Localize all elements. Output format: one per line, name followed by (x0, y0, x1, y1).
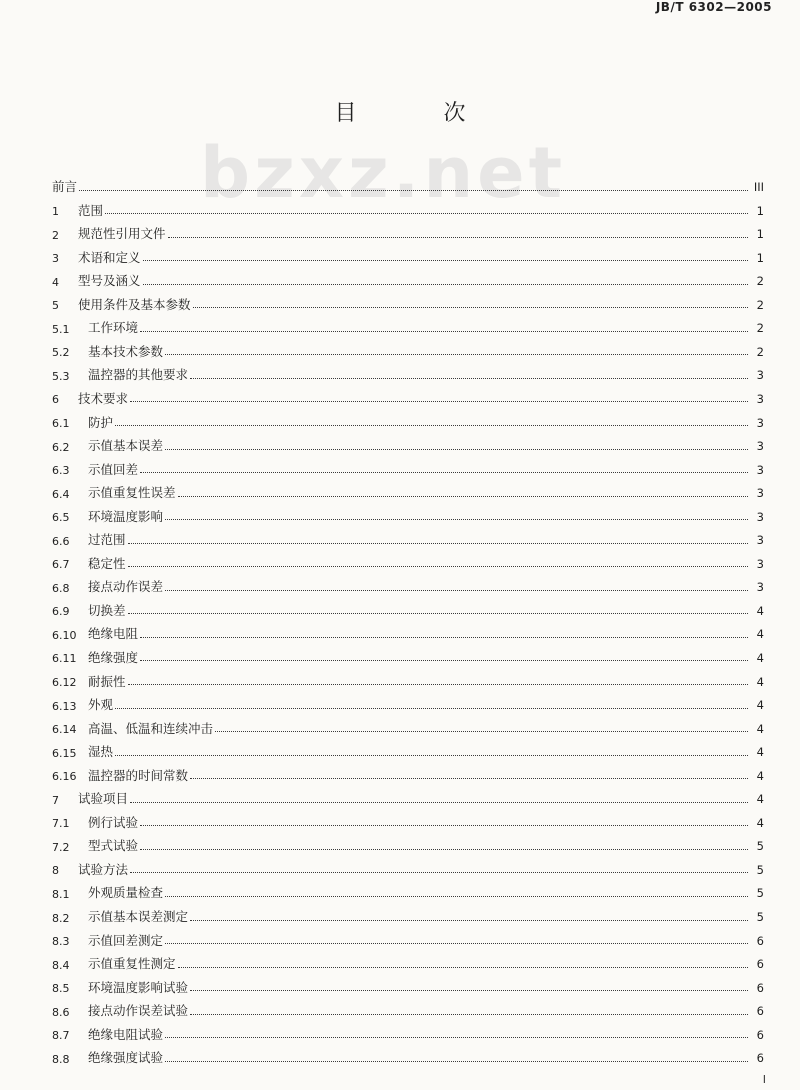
toc-entry-label: 绝缘强度试验 (88, 1050, 164, 1066)
toc-dot-leader (140, 472, 748, 473)
toc-entry[interactable] (52, 594, 764, 618)
toc-entry[interactable] (52, 170, 764, 194)
toc-entry-label: 例行试验 (88, 814, 139, 830)
toc-entry-number: 6.12 (52, 676, 77, 690)
toc-entry-label: 接点动作误差 (88, 579, 164, 595)
toc-entry-number: 6.9 (52, 605, 70, 619)
toc-entry-number: 8.4 (52, 958, 70, 972)
toc-entry-page: 6 (756, 1004, 764, 1019)
toc-entry[interactable] (52, 947, 764, 971)
toc-entry-number: 3 (52, 252, 59, 266)
toc-entry-page: 5 (756, 839, 764, 854)
toc-entry-page: 1 (756, 203, 764, 218)
toc-entry-page: III (753, 180, 764, 195)
toc-entry-label: 湿热 (88, 744, 114, 760)
toc-entry-label: 接点动作误差试验 (88, 1003, 189, 1019)
toc-dot-leader (128, 684, 748, 685)
toc-dot-leader (215, 731, 748, 732)
toc-entry-page: 4 (756, 721, 764, 736)
toc-dot-leader (128, 543, 748, 544)
toc-entry-page: 4 (756, 650, 764, 665)
toc-dot-leader (140, 849, 748, 850)
toc-entry[interactable] (52, 782, 764, 806)
toc-entry-page: 4 (756, 698, 764, 713)
toc-entry-label: 高温、低温和连续冲击 (88, 720, 214, 736)
toc-entry-page: 1 (756, 227, 764, 242)
toc-entry[interactable] (52, 641, 764, 665)
toc-entry-label: 使用条件及基本参数 (78, 296, 191, 312)
toc-entry-number: 6.2 (52, 440, 70, 454)
toc-entry-number: 7.2 (52, 840, 70, 854)
toc-entry-number: 5 (52, 299, 59, 313)
toc-entry-label: 型号及涵义 (78, 273, 141, 289)
toc-entry-label: 示值回差 (88, 461, 139, 477)
toc-entry[interactable] (52, 994, 764, 1018)
toc-entry-number: 5.3 (52, 369, 70, 383)
toc-entry-number: 6.10 (52, 628, 77, 642)
toc-entry[interactable] (52, 405, 764, 429)
toc-entry-number: 6.5 (52, 511, 70, 525)
toc-dot-leader (140, 637, 748, 638)
toc-entry[interactable] (52, 547, 764, 571)
toc-dot-leader (143, 260, 748, 261)
toc-entry-label: 环境温度影响试验 (88, 979, 189, 995)
toc-entry-number: 8.1 (52, 887, 70, 901)
toc-dot-leader (140, 825, 748, 826)
toc-entry-number: 8.5 (52, 982, 70, 996)
toc-entry-page: 1 (756, 250, 764, 265)
toc-entry[interactable] (52, 194, 764, 218)
toc-entry-label: 规范性引用文件 (78, 226, 166, 242)
toc-dot-leader (165, 896, 748, 897)
toc-entry-label: 温控器的其他要求 (88, 367, 189, 383)
toc-entry-label: 温控器的时间常数 (88, 767, 189, 783)
toc-entry[interactable] (52, 264, 764, 288)
toc-entry-page: 3 (756, 533, 764, 548)
toc-entry[interactable] (52, 429, 764, 453)
toc-entry-label: 示值回差测定 (88, 932, 164, 948)
toc-dot-leader (178, 496, 748, 497)
toc-entry-number: 7.1 (52, 817, 70, 831)
toc-dot-leader (115, 425, 748, 426)
toc-entry[interactable] (52, 712, 764, 736)
toc-entry-page: 2 (756, 297, 764, 312)
standard-code: JB/T 6302—2005 (655, 0, 772, 14)
toc-dot-leader (168, 237, 748, 238)
page-number: I (762, 1073, 766, 1086)
toc-dot-leader (165, 1037, 748, 1038)
toc-entry[interactable] (52, 523, 764, 547)
toc-dot-leader (140, 331, 748, 332)
toc-dot-leader (190, 778, 748, 779)
toc-entry-page: 3 (756, 368, 764, 383)
toc-entry-label: 绝缘电阻试验 (88, 1026, 164, 1042)
toc-entry-number: 6.14 (52, 723, 77, 737)
toc-entry[interactable] (52, 1018, 764, 1042)
toc-entry[interactable] (52, 358, 764, 382)
toc-dot-leader (165, 1061, 748, 1062)
toc-entry-page: 6 (756, 1051, 764, 1066)
toc-entry-page: 3 (756, 439, 764, 454)
toc-entry-page: 3 (756, 486, 764, 501)
toc-entry-label: 术语和定义 (78, 249, 141, 265)
toc-entry[interactable] (52, 217, 764, 241)
toc-entry[interactable] (52, 664, 764, 688)
toc-entry-page: 3 (756, 391, 764, 406)
toc-entry-number: 6.13 (52, 699, 77, 713)
toc-entry-number: 8.6 (52, 1005, 70, 1019)
toc-entry-page: 3 (756, 509, 764, 524)
toc-entry-label: 防护 (88, 414, 114, 430)
toc-entry-label: 工作环境 (88, 320, 139, 336)
toc-entry-number: 2 (52, 228, 59, 242)
toc-entry-label: 外观质量检查 (88, 885, 164, 901)
toc-dot-leader (105, 213, 748, 214)
toc-entry-page: 6 (756, 980, 764, 995)
toc-entry-number: 1 (52, 205, 59, 219)
toc-entry-label: 切换差 (88, 602, 126, 618)
toc-dot-leader (143, 284, 748, 285)
toc-dot-leader (128, 566, 748, 567)
toc-entry-label: 示值基本误差 (88, 438, 164, 454)
toc-dot-leader (190, 1014, 748, 1015)
toc-entry-number: 4 (52, 275, 59, 289)
toc-entry-label: 绝缘强度 (88, 649, 139, 665)
toc-entry-label: 示值重复性误差 (88, 485, 176, 501)
toc-entry-page: 4 (756, 603, 764, 618)
toc-dot-leader (130, 802, 748, 803)
toc-dot-leader (193, 307, 748, 308)
toc-entry-number: 6 (52, 393, 59, 407)
toc-entry-number: 6.1 (52, 417, 70, 431)
toc-entry[interactable] (52, 971, 764, 995)
toc-entry-page: 3 (756, 462, 764, 477)
toc-entry-label: 耐振性 (88, 673, 126, 689)
toc-dot-leader (165, 590, 748, 591)
toc-entry-page: 4 (756, 674, 764, 689)
toc-entry-label: 外观 (88, 697, 114, 713)
toc-entry[interactable] (52, 335, 764, 359)
toc-entry[interactable] (52, 759, 764, 783)
toc-entry[interactable] (52, 806, 764, 830)
toc-entry[interactable] (52, 453, 764, 477)
toc-entry[interactable] (52, 853, 764, 877)
toc-entry[interactable] (52, 476, 764, 500)
toc-dot-leader (128, 613, 748, 614)
toc-entry-label: 范围 (78, 202, 104, 218)
toc-entry[interactable] (52, 241, 764, 265)
toc-dot-leader (130, 872, 748, 873)
toc-entry-page: 2 (756, 274, 764, 289)
toc-entry-label: 示值基本误差测定 (88, 909, 189, 924)
toc-entry-page: 5 (756, 910, 764, 924)
toc-entry-label: 过范围 (88, 532, 126, 548)
toc-entry[interactable] (52, 1041, 764, 1065)
toc-entry[interactable] (52, 924, 764, 948)
toc-entry[interactable] (52, 288, 764, 312)
toc-entry-number: 6.8 (52, 581, 70, 595)
toc-entry-number: 8 (52, 864, 59, 878)
toc-entry-page: 4 (756, 627, 764, 642)
toc-dot-leader (115, 708, 748, 709)
toc-entry-number: 8.8 (52, 1052, 70, 1066)
toc-entry[interactable] (52, 617, 764, 641)
toc-entry-number: 7 (52, 793, 59, 807)
toc-entry-number: 6.6 (52, 534, 70, 548)
toc-dot-leader (115, 755, 748, 756)
toc-entry[interactable] (52, 876, 764, 900)
toc-dot-leader (165, 449, 748, 450)
toc-entry-page: 4 (756, 745, 764, 760)
toc-entry-page: 6 (756, 1027, 764, 1042)
toc-entry-page: 2 (756, 321, 764, 336)
toc-entry-number: 6.7 (52, 558, 70, 572)
toc-entry-page: 4 (756, 815, 764, 830)
toc-entry-label: 型式试验 (88, 838, 139, 854)
toc-entry-number: 6.4 (52, 487, 70, 501)
toc-entry-page: 3 (756, 415, 764, 430)
toc-entry-page: 2 (756, 344, 764, 359)
toc-dot-leader (190, 990, 748, 991)
toc-dot-leader (190, 920, 748, 921)
toc-entry-number: 8.7 (52, 1029, 70, 1043)
toc-dot-leader (178, 967, 748, 968)
toc-dot-leader (140, 660, 748, 661)
toc-entry-page: 3 (756, 580, 764, 595)
toc-entry[interactable] (52, 500, 764, 524)
toc-dot-leader (165, 354, 748, 355)
toc-dot-leader (79, 190, 748, 191)
toc-entry-page: 3 (756, 556, 764, 571)
toc-entry-label: 示值重复性测定 (88, 956, 176, 972)
toc-entry[interactable] (52, 829, 764, 853)
toc-entry-number: 6.11 (52, 652, 77, 666)
toc-entry-page: 6 (756, 933, 764, 948)
toc-entry-label: 环境温度影响 (88, 508, 164, 524)
toc-dot-leader (190, 378, 748, 379)
toc-entry-number: 前言 (52, 179, 78, 195)
toc-entry-page: 6 (756, 957, 764, 972)
toc-entry-label: 试验项目 (78, 791, 129, 807)
toc-entry-page: 4 (756, 768, 764, 783)
toc-entry-number: 5.2 (52, 346, 70, 360)
toc-entry-number: 8.3 (52, 935, 70, 949)
toc-entry[interactable] (52, 570, 764, 594)
toc-entry-label: 试验方法 (78, 861, 129, 877)
page-title: 目 次 (334, 101, 506, 126)
toc-entry-number: 8.2 (52, 911, 70, 925)
toc-entry[interactable] (52, 382, 764, 406)
toc-entry-page: 5 (756, 862, 764, 877)
toc-entry-page: 5 (756, 886, 764, 901)
toc-entry-label: 绝缘电阻 (88, 626, 139, 642)
toc-entry[interactable] (52, 900, 764, 924)
toc-dot-leader (165, 519, 748, 520)
watermark: bzxz.net (200, 132, 567, 214)
toc-entry-number: 6.16 (52, 770, 77, 784)
toc-dot-leader (165, 943, 748, 944)
toc-entry-page: 4 (756, 792, 764, 807)
toc-entry-label: 稳定性 (88, 555, 126, 571)
toc-entry-number: 5.1 (52, 322, 70, 336)
toc-entry[interactable] (52, 311, 764, 335)
toc-entry-label: 基本技术参数 (88, 343, 164, 359)
toc-entry[interactable] (52, 688, 764, 712)
toc-entry[interactable] (52, 735, 764, 759)
toc-entry-label: 技术要求 (78, 390, 129, 406)
toc-entry-number: 6.15 (52, 746, 77, 760)
toc-dot-leader (130, 401, 748, 402)
table-of-contents (52, 170, 764, 1065)
toc-entry-number: 6.3 (52, 464, 70, 478)
